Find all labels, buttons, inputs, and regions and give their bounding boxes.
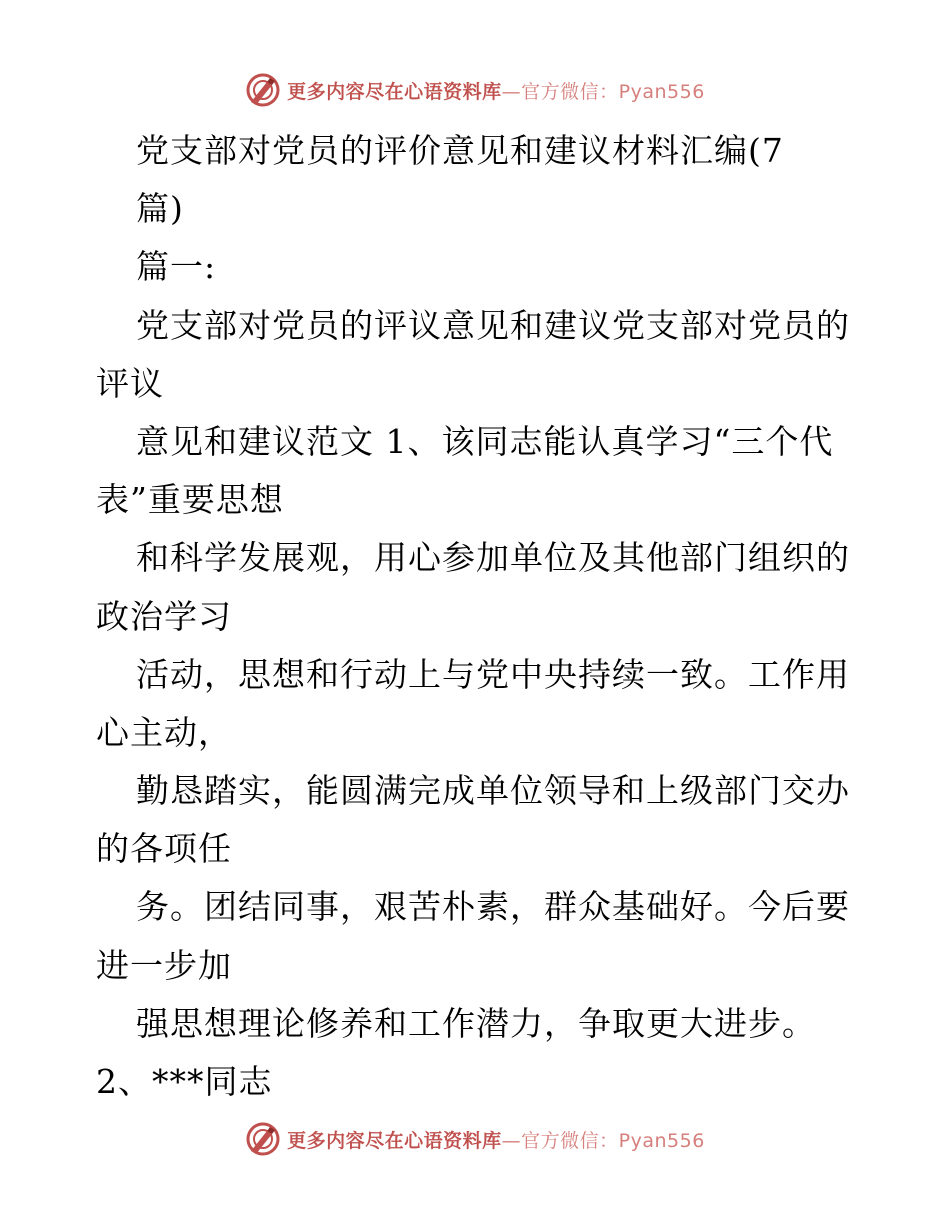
- paragraph-line: 2、***同志: [96, 1062, 273, 1101]
- paragraph-line: 勤恳踏实，能圆满完成单位领导和上级部门交办: [136, 771, 850, 811]
- paragraph-line: 党支部对党员的评议意见和建议党支部对党员的: [136, 305, 850, 345]
- header-watermark-banner: [0, 68, 950, 112]
- footer-watermark-banner: [0, 1117, 950, 1161]
- pen-circle-logo-icon: [245, 1121, 281, 1157]
- paragraph-line: 进一步加: [96, 945, 232, 985]
- paragraph-line: 政治学习: [96, 596, 232, 636]
- paragraph-line: 务。团结同事，艰苦朴素，群众基础好。今后要: [136, 887, 850, 927]
- paragraph-line: 评议: [96, 363, 164, 403]
- paragraph-line: 强思想理论修养和工作潜力，争取更大进步。: [136, 1003, 816, 1043]
- pen-circle-logo-icon: [245, 72, 281, 108]
- paragraph-line: 意见和建议范文 1、该同志能认真学习“三个代: [136, 421, 834, 461]
- paragraph-line: 活动，思想和行动上与党中央持续一致。工作用: [136, 654, 850, 694]
- paragraph-line: 和科学发展观，用心参加单位及其他部门组织的: [136, 538, 850, 578]
- document-title-line-1: 党支部对党员的评价意见和建议材料汇编(7: [136, 131, 784, 170]
- section-heading: 篇一:: [136, 247, 217, 287]
- watermark-text: 更多内容尽在心语资料库—官方微信：Pyan556: [287, 1129, 705, 1152]
- watermark-text: 更多内容尽在心语资料库—官方微信：Pyan556: [287, 80, 705, 103]
- paragraph-line: 的各项任: [96, 829, 232, 869]
- paragraph-line: 心主动，: [96, 712, 232, 752]
- document-title-line-2: 篇): [136, 189, 184, 229]
- document-body: [96, 122, 856, 1111]
- paragraph-line: 表”重要思想: [96, 480, 284, 520]
